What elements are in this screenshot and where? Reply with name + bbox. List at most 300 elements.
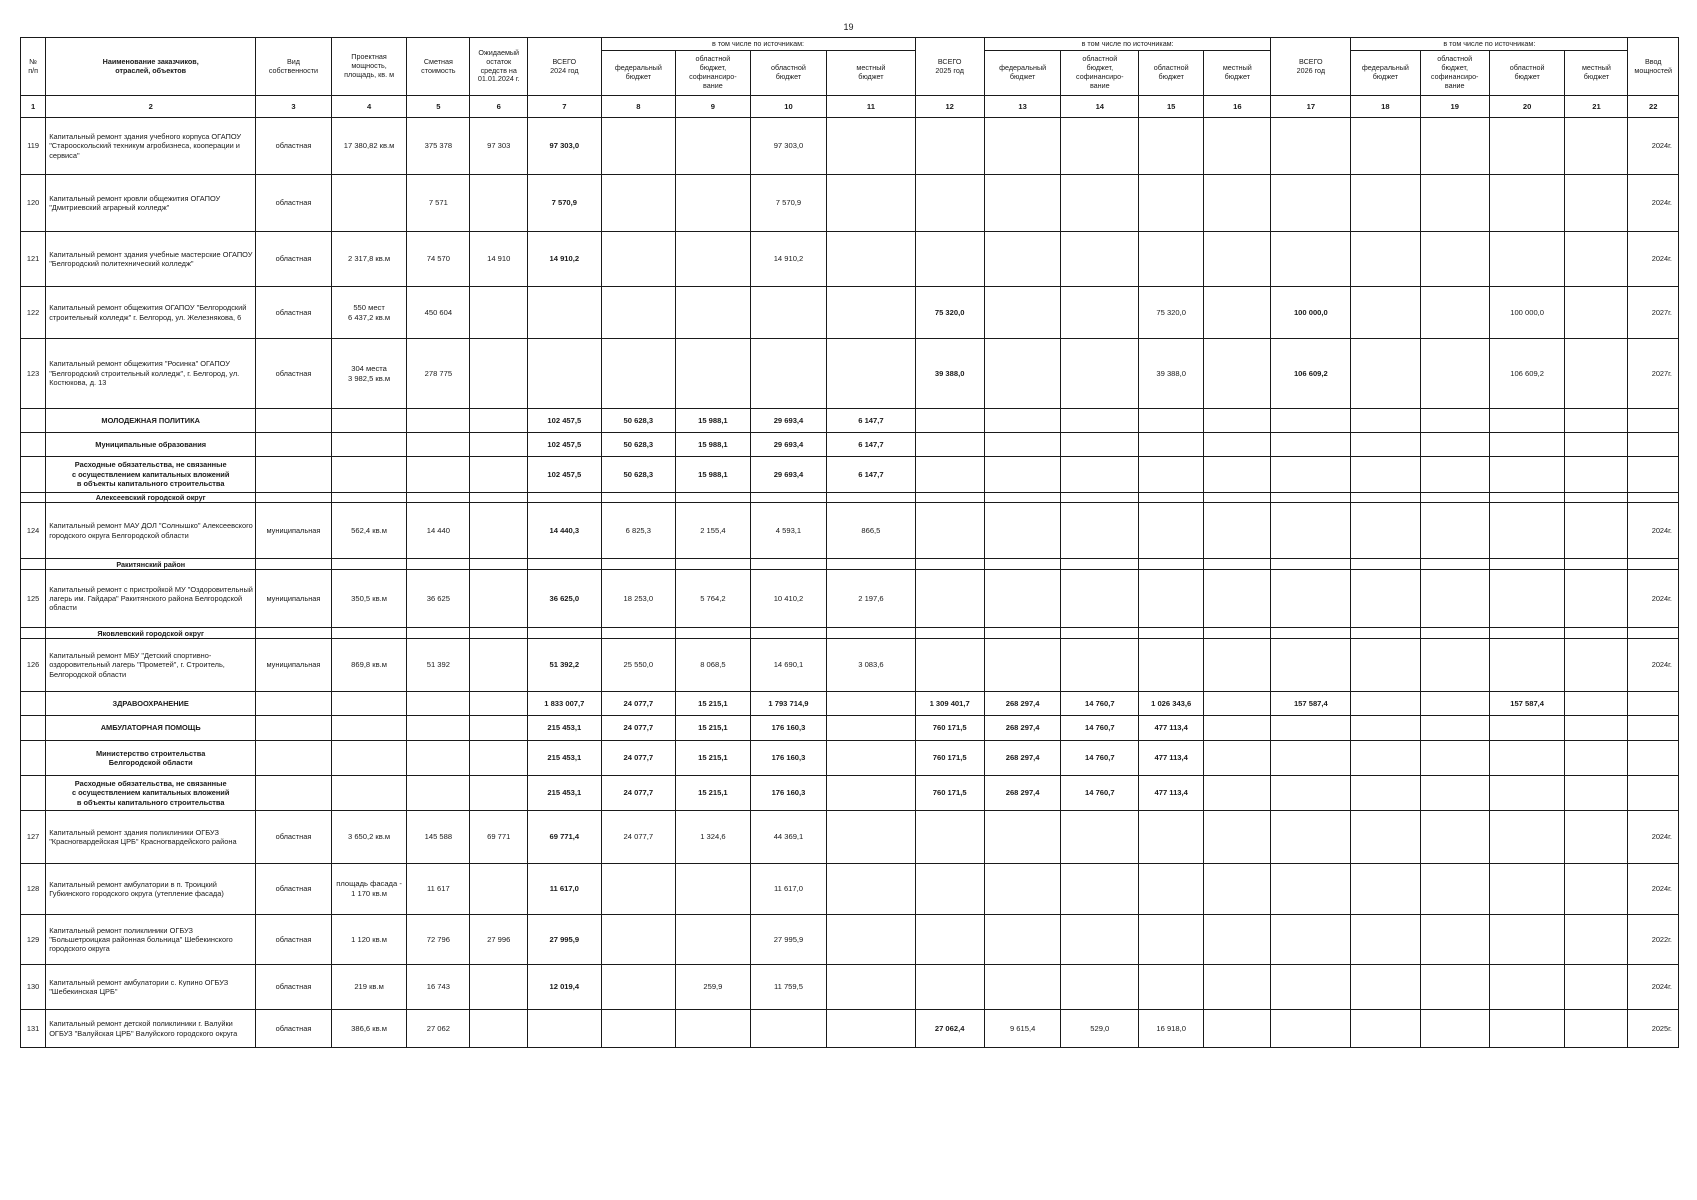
value-cell bbox=[1061, 811, 1139, 864]
value-cell: 14 690,1 bbox=[750, 639, 827, 692]
section-empty-cell bbox=[1061, 493, 1139, 503]
commission-year: 2027г. bbox=[1628, 287, 1679, 339]
commission-year: 2027г. bbox=[1628, 339, 1679, 409]
value-cell bbox=[1271, 639, 1351, 692]
value-cell: 14 910,2 bbox=[750, 232, 827, 287]
value-cell bbox=[984, 287, 1061, 339]
value-cell bbox=[1565, 232, 1628, 287]
summary-label: МОЛОДЕЖНАЯ ПОЛИТИКА bbox=[46, 409, 256, 433]
value-cell bbox=[1061, 503, 1139, 559]
value-cell bbox=[407, 692, 470, 716]
value-cell bbox=[407, 457, 470, 493]
commission-year bbox=[1628, 741, 1679, 776]
value-cell bbox=[1489, 741, 1565, 776]
value-cell: 102 457,5 bbox=[528, 433, 601, 457]
value-cell bbox=[1271, 811, 1351, 864]
section-empty-cell bbox=[915, 493, 984, 503]
value-cell bbox=[1565, 175, 1628, 232]
column-index-cell: 18 bbox=[1351, 96, 1420, 118]
value-cell bbox=[1139, 503, 1204, 559]
value-cell bbox=[1271, 716, 1351, 741]
row-number: 130 bbox=[21, 965, 46, 1010]
table-row bbox=[21, 915, 1679, 965]
value-cell: 10 410,2 bbox=[750, 570, 827, 628]
column-index-cell: 5 bbox=[407, 96, 470, 118]
section-empty-cell bbox=[331, 493, 407, 503]
value-cell: 102 457,5 bbox=[528, 457, 601, 493]
value-cell: 15 988,1 bbox=[676, 433, 751, 457]
object-name: Капитальный ремонт кровли общежития ОГАПОУ "Дмитриевский аграрный колледж" bbox=[46, 175, 256, 232]
value-cell bbox=[1420, 433, 1489, 457]
value-cell: 36 625 bbox=[407, 570, 470, 628]
value-cell bbox=[331, 776, 407, 811]
section-empty-cell bbox=[1628, 559, 1679, 570]
section-empty-cell bbox=[1420, 628, 1489, 639]
value-cell bbox=[827, 175, 915, 232]
value-cell bbox=[915, 433, 984, 457]
value-cell bbox=[407, 716, 470, 741]
value-cell bbox=[1420, 409, 1489, 433]
value-cell bbox=[1139, 570, 1204, 628]
value-cell: 268 297,4 bbox=[984, 776, 1061, 811]
ownership-cell bbox=[256, 741, 332, 776]
value-cell: 215 453,1 bbox=[528, 741, 601, 776]
value-cell: 74 570 bbox=[407, 232, 470, 287]
value-cell: 760 171,5 bbox=[915, 776, 984, 811]
value-cell bbox=[1204, 1010, 1271, 1048]
section-empty-cell bbox=[984, 493, 1061, 503]
value-cell bbox=[984, 175, 1061, 232]
section-empty-cell bbox=[750, 628, 827, 639]
value-cell: 27 062,4 bbox=[915, 1010, 984, 1048]
value-cell: 69 771,4 bbox=[528, 811, 601, 864]
commission-year bbox=[1628, 716, 1679, 741]
value-cell bbox=[827, 811, 915, 864]
value-cell bbox=[470, 570, 528, 628]
value-cell bbox=[1139, 965, 1204, 1010]
commission-year: 2024г. bbox=[1628, 965, 1679, 1010]
section-empty-cell bbox=[1565, 628, 1628, 639]
value-cell bbox=[827, 287, 915, 339]
row-number: 129 bbox=[21, 915, 46, 965]
value-cell: 106 609,2 bbox=[1271, 339, 1351, 409]
value-cell bbox=[827, 716, 915, 741]
value-cell bbox=[1204, 232, 1271, 287]
section-empty-cell bbox=[1204, 559, 1271, 570]
value-cell bbox=[470, 776, 528, 811]
object-name: Капитальный ремонт здания учебные мастерские ОГАПОУ "Белгородский политехнический колледж" bbox=[46, 232, 256, 287]
summary-label: Расходные обязательства, не связанные с осуществлением капитальных вложений в объекты капитального строительства bbox=[46, 776, 256, 811]
value-cell bbox=[1351, 232, 1420, 287]
value-cell bbox=[1351, 409, 1420, 433]
section-empty-cell bbox=[256, 493, 332, 503]
ownership-cell: муниципальная bbox=[256, 570, 332, 628]
value-cell: 24 077,7 bbox=[601, 776, 676, 811]
value-cell bbox=[1420, 692, 1489, 716]
value-cell bbox=[1420, 570, 1489, 628]
header-src-local-2025: местный бюджет bbox=[1204, 51, 1271, 96]
object-name: Капитальный ремонт поликлиники ОГБУЗ "Большетроицкая районная больница" Шебекинского городского округа bbox=[46, 915, 256, 965]
value-cell bbox=[1420, 118, 1489, 175]
value-cell bbox=[1420, 457, 1489, 493]
summary-row bbox=[21, 409, 1679, 433]
value-cell: 529,0 bbox=[1061, 1010, 1139, 1048]
value-cell bbox=[1565, 716, 1628, 741]
value-cell bbox=[470, 639, 528, 692]
value-cell bbox=[1271, 175, 1351, 232]
header-col-estimate: Сметная стоимость bbox=[407, 38, 470, 96]
value-cell bbox=[1204, 433, 1271, 457]
value-cell: 17 380,82 кв.м bbox=[331, 118, 407, 175]
table-row bbox=[21, 965, 1679, 1010]
value-cell bbox=[827, 864, 915, 915]
ownership-cell bbox=[256, 457, 332, 493]
value-cell: 375 378 bbox=[407, 118, 470, 175]
value-cell: 5 764,2 bbox=[676, 570, 751, 628]
ownership-cell: областная bbox=[256, 1010, 332, 1048]
value-cell bbox=[915, 965, 984, 1010]
value-cell bbox=[470, 287, 528, 339]
value-cell bbox=[1204, 776, 1271, 811]
value-cell bbox=[470, 1010, 528, 1048]
value-cell: 12 019,4 bbox=[528, 965, 601, 1010]
row-number bbox=[21, 409, 46, 433]
section-empty-cell bbox=[1489, 493, 1565, 503]
value-cell: 562,4 кв.м bbox=[331, 503, 407, 559]
value-cell: 8 068,5 bbox=[676, 639, 751, 692]
section-label: Алексеевский городской округ bbox=[46, 493, 256, 503]
value-cell: 75 320,0 bbox=[915, 287, 984, 339]
value-cell bbox=[1420, 741, 1489, 776]
row-number: 123 bbox=[21, 339, 46, 409]
column-index-cell: 17 bbox=[1271, 96, 1351, 118]
value-cell bbox=[1061, 639, 1139, 692]
value-cell bbox=[984, 503, 1061, 559]
value-cell: 39 388,0 bbox=[1139, 339, 1204, 409]
value-cell bbox=[1489, 639, 1565, 692]
ownership-cell bbox=[256, 692, 332, 716]
value-cell bbox=[470, 965, 528, 1010]
value-cell bbox=[1204, 457, 1271, 493]
value-cell bbox=[601, 915, 676, 965]
value-cell: 1 309 401,7 bbox=[915, 692, 984, 716]
row-number: 119 bbox=[21, 118, 46, 175]
value-cell bbox=[1489, 1010, 1565, 1048]
section-empty-cell bbox=[407, 628, 470, 639]
value-cell: 14 910,2 bbox=[528, 232, 601, 287]
header-col-total-2025: ВСЕГО 2025 год bbox=[915, 38, 984, 96]
section-empty-cell bbox=[528, 628, 601, 639]
table-row bbox=[21, 175, 1679, 232]
column-index-cell: 10 bbox=[750, 96, 827, 118]
value-cell: 44 369,1 bbox=[750, 811, 827, 864]
column-index-row bbox=[21, 96, 1679, 118]
section-empty-cell bbox=[1420, 493, 1489, 503]
ownership-cell: областная bbox=[256, 232, 332, 287]
value-cell bbox=[827, 118, 915, 175]
ownership-cell: областная bbox=[256, 864, 332, 915]
value-cell bbox=[1351, 570, 1420, 628]
value-cell: 9 615,4 bbox=[984, 1010, 1061, 1048]
section-empty-cell bbox=[676, 628, 751, 639]
value-cell bbox=[1061, 965, 1139, 1010]
value-cell bbox=[984, 639, 1061, 692]
value-cell bbox=[1351, 433, 1420, 457]
object-name: Капитальный ремонт с пристройкой МУ "Оздоровительный лагерь им. Гайдара" Ракитянского района Белгородской области bbox=[46, 570, 256, 628]
value-cell bbox=[750, 287, 827, 339]
value-cell bbox=[827, 965, 915, 1010]
summary-row bbox=[21, 741, 1679, 776]
value-cell bbox=[1139, 915, 1204, 965]
table-row bbox=[21, 339, 1679, 409]
section-empty-cell bbox=[407, 559, 470, 570]
row-number: 128 bbox=[21, 864, 46, 915]
value-cell bbox=[1139, 811, 1204, 864]
row-number: 131 bbox=[21, 1010, 46, 1048]
section-empty-cell bbox=[1565, 559, 1628, 570]
section-empty-cell bbox=[1271, 493, 1351, 503]
value-cell bbox=[331, 433, 407, 457]
value-cell bbox=[470, 409, 528, 433]
value-cell: 176 160,3 bbox=[750, 776, 827, 811]
value-cell bbox=[827, 915, 915, 965]
value-cell: 268 297,4 bbox=[984, 692, 1061, 716]
page-number: 19 bbox=[843, 22, 854, 32]
value-cell bbox=[1204, 339, 1271, 409]
value-cell bbox=[1489, 232, 1565, 287]
value-cell bbox=[1420, 503, 1489, 559]
object-name: Капитальный ремонт МАУ ДОЛ "Солнышко" Алексеевского городского округа Белгородской области bbox=[46, 503, 256, 559]
value-cell bbox=[1489, 175, 1565, 232]
value-cell bbox=[1204, 965, 1271, 1010]
value-cell bbox=[984, 433, 1061, 457]
commission-year: 2024г. bbox=[1628, 811, 1679, 864]
value-cell bbox=[1204, 175, 1271, 232]
value-cell bbox=[915, 175, 984, 232]
value-cell bbox=[1271, 741, 1351, 776]
value-cell: 51 392 bbox=[407, 639, 470, 692]
value-cell bbox=[1420, 639, 1489, 692]
header-src-regional-2024: областной бюджет bbox=[750, 51, 827, 96]
value-cell: 219 кв.м bbox=[331, 965, 407, 1010]
value-cell: 25 550,0 bbox=[601, 639, 676, 692]
section-empty-cell bbox=[601, 559, 676, 570]
value-cell: 7 570,9 bbox=[528, 175, 601, 232]
value-cell bbox=[1565, 503, 1628, 559]
value-cell bbox=[1271, 118, 1351, 175]
value-cell bbox=[1061, 915, 1139, 965]
value-cell bbox=[1351, 915, 1420, 965]
value-cell bbox=[1351, 339, 1420, 409]
section-empty-cell bbox=[407, 493, 470, 503]
value-cell bbox=[1565, 776, 1628, 811]
value-cell: 6 147,7 bbox=[827, 433, 915, 457]
value-cell bbox=[1271, 965, 1351, 1010]
header-src-federal-2024: федеральный бюджет bbox=[601, 51, 676, 96]
value-cell: 16 743 bbox=[407, 965, 470, 1010]
commission-year: 2024г. bbox=[1628, 175, 1679, 232]
table-row bbox=[21, 864, 1679, 915]
header-sources-2024: в том числе по источникам: bbox=[601, 38, 915, 51]
value-cell bbox=[470, 339, 528, 409]
value-cell bbox=[1139, 433, 1204, 457]
ownership-cell bbox=[256, 776, 332, 811]
value-cell: 2 317,8 кв.м bbox=[331, 232, 407, 287]
value-cell: 268 297,4 bbox=[984, 716, 1061, 741]
summary-label: Министерство строительства Белгородской области bbox=[46, 741, 256, 776]
header-src-federal-2026: федеральный бюджет bbox=[1351, 51, 1420, 96]
column-index-cell: 4 bbox=[331, 96, 407, 118]
value-cell bbox=[1351, 639, 1420, 692]
commission-year: 2024г. bbox=[1628, 864, 1679, 915]
value-cell: 27 995,9 bbox=[528, 915, 601, 965]
value-cell: 50 628,3 bbox=[601, 409, 676, 433]
section-empty-cell bbox=[1204, 628, 1271, 639]
value-cell bbox=[827, 776, 915, 811]
value-cell bbox=[1489, 570, 1565, 628]
table-row bbox=[21, 232, 1679, 287]
commission-year bbox=[1628, 409, 1679, 433]
value-cell bbox=[1061, 287, 1139, 339]
value-cell bbox=[1271, 457, 1351, 493]
section-empty-cell bbox=[1565, 493, 1628, 503]
section-empty-cell bbox=[1351, 628, 1420, 639]
row-number: 120 bbox=[21, 175, 46, 232]
section-empty-cell bbox=[1061, 628, 1139, 639]
value-cell: 14 440,3 bbox=[528, 503, 601, 559]
value-cell bbox=[915, 503, 984, 559]
value-cell bbox=[1565, 864, 1628, 915]
column-index-cell: 9 bbox=[676, 96, 751, 118]
value-cell: 215 453,1 bbox=[528, 716, 601, 741]
value-cell bbox=[1351, 287, 1420, 339]
row-number: 125 bbox=[21, 570, 46, 628]
row-number: 122 bbox=[21, 287, 46, 339]
value-cell: 11 617,0 bbox=[528, 864, 601, 915]
section-empty-cell bbox=[1061, 559, 1139, 570]
value-cell: 72 796 bbox=[407, 915, 470, 965]
value-cell: 27 062 bbox=[407, 1010, 470, 1048]
header-col-commission: Ввод мощностей bbox=[1628, 38, 1679, 96]
section-empty-cell bbox=[1489, 628, 1565, 639]
value-cell bbox=[331, 409, 407, 433]
value-cell bbox=[1061, 118, 1139, 175]
value-cell bbox=[1420, 965, 1489, 1010]
row-number bbox=[21, 741, 46, 776]
commission-year bbox=[1628, 457, 1679, 493]
value-cell bbox=[915, 118, 984, 175]
value-cell: 1 120 кв.м bbox=[331, 915, 407, 965]
value-cell bbox=[1204, 915, 1271, 965]
value-cell bbox=[1351, 118, 1420, 175]
commission-year: 2024г. bbox=[1628, 639, 1679, 692]
table-row bbox=[21, 118, 1679, 175]
section-empty-cell bbox=[1489, 559, 1565, 570]
value-cell: 24 077,7 bbox=[601, 741, 676, 776]
value-cell bbox=[1420, 287, 1489, 339]
table-row bbox=[21, 570, 1679, 628]
value-cell: 15 988,1 bbox=[676, 409, 751, 433]
value-cell bbox=[915, 915, 984, 965]
value-cell bbox=[1351, 175, 1420, 232]
section-spacer bbox=[21, 628, 46, 639]
value-cell bbox=[915, 570, 984, 628]
summary-row bbox=[21, 457, 1679, 493]
commission-year: 2024г. bbox=[1628, 118, 1679, 175]
value-cell: 145 588 bbox=[407, 811, 470, 864]
value-cell bbox=[470, 741, 528, 776]
value-cell bbox=[984, 118, 1061, 175]
section-empty-cell bbox=[331, 628, 407, 639]
section-empty-cell bbox=[1351, 559, 1420, 570]
value-cell bbox=[1489, 811, 1565, 864]
value-cell bbox=[407, 433, 470, 457]
value-cell: 27 996 bbox=[470, 915, 528, 965]
row-number: 121 bbox=[21, 232, 46, 287]
value-cell: 75 320,0 bbox=[1139, 287, 1204, 339]
table-row bbox=[21, 503, 1679, 559]
value-cell: 278 775 bbox=[407, 339, 470, 409]
value-cell bbox=[1139, 409, 1204, 433]
value-cell: 304 места 3 982,5 кв.м bbox=[331, 339, 407, 409]
summary-label: ЗДРАВООХРАНЕНИЕ bbox=[46, 692, 256, 716]
value-cell bbox=[827, 1010, 915, 1048]
section-empty-cell bbox=[676, 493, 751, 503]
value-cell bbox=[676, 915, 751, 965]
value-cell: 36 625,0 bbox=[528, 570, 601, 628]
value-cell bbox=[1351, 864, 1420, 915]
value-cell: 14 760,7 bbox=[1061, 776, 1139, 811]
section-label: Яковлевский городской округ bbox=[46, 628, 256, 639]
section-empty-cell bbox=[331, 559, 407, 570]
row-number bbox=[21, 457, 46, 493]
value-cell bbox=[331, 741, 407, 776]
object-name: Капитальный ремонт амбулатории с. Купино ОГБУЗ "Шебекинская ЦРБ" bbox=[46, 965, 256, 1010]
value-cell bbox=[1420, 716, 1489, 741]
value-cell bbox=[827, 339, 915, 409]
section-empty-cell bbox=[676, 559, 751, 570]
value-cell bbox=[676, 232, 751, 287]
value-cell bbox=[407, 409, 470, 433]
object-name: Капитальный ремонт общежития ОГАПОУ "Белгородский строительный колледж" г. Белгород, ул. Железнякова, 6 bbox=[46, 287, 256, 339]
ownership-cell: областная bbox=[256, 811, 332, 864]
value-cell bbox=[1204, 716, 1271, 741]
value-cell bbox=[827, 692, 915, 716]
header-col-name: Наименование заказчиков, отраслей, объектов bbox=[46, 38, 256, 96]
value-cell bbox=[1420, 915, 1489, 965]
value-cell: 3 083,6 bbox=[827, 639, 915, 692]
row-number bbox=[21, 692, 46, 716]
value-cell bbox=[1351, 716, 1420, 741]
object-name: Капитальный ремонт здания поликлиники ОГБУЗ "Красногвардейская ЦРБ" Красногвардейского района bbox=[46, 811, 256, 864]
section-empty-cell bbox=[1139, 559, 1204, 570]
header-sources-2026: в том числе по источникам: bbox=[1351, 38, 1628, 51]
column-index-cell: 11 bbox=[827, 96, 915, 118]
value-cell bbox=[1420, 1010, 1489, 1048]
header-col-remainder: Ожидаемый остаток средств на 01.01.2024 г. bbox=[470, 38, 528, 96]
value-cell: 4 593,1 bbox=[750, 503, 827, 559]
value-cell: 477 113,4 bbox=[1139, 716, 1204, 741]
value-cell bbox=[331, 692, 407, 716]
section-empty-cell bbox=[1351, 493, 1420, 503]
value-cell: 15 215,1 bbox=[676, 716, 751, 741]
value-cell bbox=[528, 287, 601, 339]
value-cell: 24 077,7 bbox=[601, 811, 676, 864]
section-empty-cell bbox=[750, 493, 827, 503]
section-empty-cell bbox=[1628, 628, 1679, 639]
row-number bbox=[21, 776, 46, 811]
value-cell: 350,5 кв.м bbox=[331, 570, 407, 628]
